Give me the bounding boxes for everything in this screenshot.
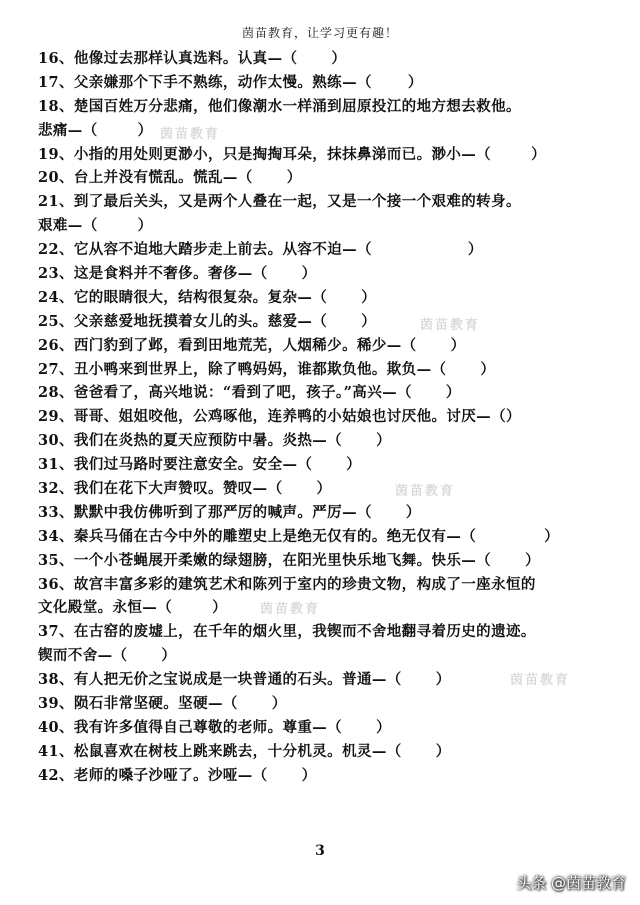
closing-paren: ） xyxy=(137,121,153,139)
page-number: 3 xyxy=(315,843,325,859)
question-text: 39、陨石非常坚硬。坚硬—（ xyxy=(38,695,238,713)
watermark: 茵苗教育 xyxy=(260,602,321,617)
question-text: 30、我们在炎热的夏天应预防中暑。炎热—（ xyxy=(38,432,343,450)
closing-paren: ） xyxy=(467,241,483,259)
question-line xyxy=(38,310,628,334)
question-line xyxy=(38,549,628,573)
question-line xyxy=(38,381,628,405)
closing-paren: ） xyxy=(361,288,377,306)
watermark: 茵苗教育 xyxy=(420,318,481,333)
question-text: 27、丑小鸭来到世界上，除了鸭妈妈，谁都欺负他。欺负—（ xyxy=(38,360,447,378)
closing-paren: ） xyxy=(544,527,560,545)
question-line xyxy=(38,620,628,644)
question-line xyxy=(38,143,628,167)
question-text: 21、到了最后关头，又是两个人叠在一起，又是一个接一个艰难的转身。 xyxy=(38,193,521,211)
question-line xyxy=(38,214,628,238)
question-line xyxy=(38,238,628,262)
question-text: 25、父亲慈爱地抚摸着女儿的头。慈爱—（ xyxy=(38,312,328,330)
closing-paren: ） xyxy=(331,50,347,67)
question-line xyxy=(38,286,628,310)
question-text: 42、老师的嗓子沙哑了。沙哑—（ xyxy=(38,766,268,784)
question-line xyxy=(38,692,628,716)
question-text: 24、它的眼睛很大，结构很复杂。复杂—（ xyxy=(38,288,328,306)
question-line xyxy=(38,405,628,429)
question-line xyxy=(38,716,628,740)
closing-paren: ） xyxy=(286,169,302,187)
closing-paren: ） xyxy=(137,217,153,235)
closing-paren: ） xyxy=(271,695,287,713)
closing-paren: ） xyxy=(531,145,546,163)
question-line xyxy=(38,525,628,549)
question-text: 28、爸爸看了，高兴地说：“看到了吧，孩子。”高兴—（ xyxy=(38,384,412,402)
closing-paren: ） xyxy=(450,336,466,354)
question-line xyxy=(38,47,628,71)
question-text: 36、故宫丰富多彩的建筑艺术和陈列于室内的珍贵文物，构成了一座永恒的 xyxy=(38,575,536,593)
question-text: 29、哥哥、姐姐咬他，公鸡啄他，连养鸭的小姑娘也讨厌他。讨厌—（ xyxy=(38,408,506,426)
question-line xyxy=(38,262,628,286)
page-header: 茵苗教育，让学习更有趣！ xyxy=(241,26,398,40)
question-text: 18、楚国百姓万分悲痛，他们像潮水一样涌到屈原投江的地方想去救他。 xyxy=(38,97,521,115)
question-text: 26、西门豹到了邺，看到田地荒芜，人烟稀少。稀少—（ xyxy=(38,336,417,354)
question-text: 33、默默中我仿佛听到了那严厉的喊声。严厉—（ xyxy=(38,503,372,521)
question-text: 35、一个小苍蝇展开柔嫩的绿翅膀，在阳光里快乐地飞舞。快乐—（ xyxy=(38,551,492,569)
closing-paren: ） xyxy=(405,503,421,521)
question-text: 23、这是食料并不奢侈。奢侈—（ xyxy=(38,265,268,283)
watermark: 茵苗教育 xyxy=(510,673,571,688)
question-line xyxy=(38,95,628,119)
question-text: 锲而不舍—（ xyxy=(38,647,128,665)
question-line xyxy=(38,477,628,501)
closing-paren: ） xyxy=(361,312,377,330)
question-line xyxy=(38,429,628,453)
question-line xyxy=(38,358,628,382)
closing-paren: ） xyxy=(161,647,177,665)
question-line xyxy=(38,573,628,597)
closing-paren: ） xyxy=(301,265,317,283)
closing-paren: ） xyxy=(316,480,332,498)
question-text: 34、秦兵马俑在古今中外的雕塑史上是绝无仅有的。绝无仅有—（ xyxy=(38,527,477,545)
question-line xyxy=(38,453,628,477)
closing-paren: ） xyxy=(445,384,461,402)
question-line xyxy=(38,119,628,143)
question-line xyxy=(38,668,628,692)
closing-paren: ） xyxy=(480,360,496,378)
question-line xyxy=(38,740,628,764)
question-text: 16、他像过去那样认真选料。认真—（ xyxy=(38,50,298,67)
question-text: 32、我们在花下大声赞叹。赞叹—（ xyxy=(38,480,283,498)
closing-paren: ） xyxy=(376,432,391,450)
question-text: 20、台上并没有慌乱。慌乱—（ xyxy=(38,169,253,187)
question-line xyxy=(38,334,628,358)
question-text: 40、我有许多值得自己尊敬的老师。尊重—（ xyxy=(38,718,343,736)
closing-paren: ） xyxy=(435,742,451,760)
question-line xyxy=(38,166,628,190)
closing-paren: ） xyxy=(376,718,391,736)
question-list xyxy=(38,47,628,788)
closing-paren: ） xyxy=(212,599,228,617)
question-line xyxy=(38,644,628,668)
closing-paren: ） xyxy=(505,408,521,426)
watermark: 茵苗教育 xyxy=(160,127,221,142)
closing-paren: ） xyxy=(525,551,540,569)
question-line xyxy=(38,596,628,620)
question-text: 41、松鼠喜欢在树枝上跳来跳去，十分机灵。机灵—（ xyxy=(38,742,402,760)
question-line xyxy=(38,71,628,95)
question-text: 31、我们过马路时要注意安全。安全—（ xyxy=(38,456,313,474)
question-text: 19、小指的用处则更渺小，只是掏掏耳朵，抹抹鼻涕而已。渺小—（ xyxy=(38,145,492,163)
closing-paren: ） xyxy=(346,456,362,474)
closing-paren: ） xyxy=(301,766,317,784)
question-text: 37、在古窑的废墟上，在千年的烟火里，我锲而不舍地翻寻着历史的遗迹。 xyxy=(38,623,536,641)
closing-paren: ） xyxy=(407,73,423,91)
question-text: 17、父亲嫌那个下手不熟练，动作太慢。熟练—（ xyxy=(38,73,372,91)
question-text: 悲痛—（ xyxy=(38,121,98,139)
question-text: 38、有人把无价之宝说成是一块普通的石头。普通—（ xyxy=(38,671,402,689)
question-text: 艰难—（ xyxy=(38,217,98,235)
watermark: 茵苗教育 xyxy=(395,484,456,499)
question-text: 22、它从容不迫地大踏步走上前去。从容不迫—（ xyxy=(38,241,372,259)
source-watermark: 头条 @茵苗教育 xyxy=(516,874,626,892)
question-line xyxy=(38,501,628,525)
closing-paren: ） xyxy=(435,671,451,689)
question-text: 文化殿堂。永恒—（ xyxy=(38,599,173,617)
question-line xyxy=(38,764,628,788)
question-line xyxy=(38,190,628,214)
